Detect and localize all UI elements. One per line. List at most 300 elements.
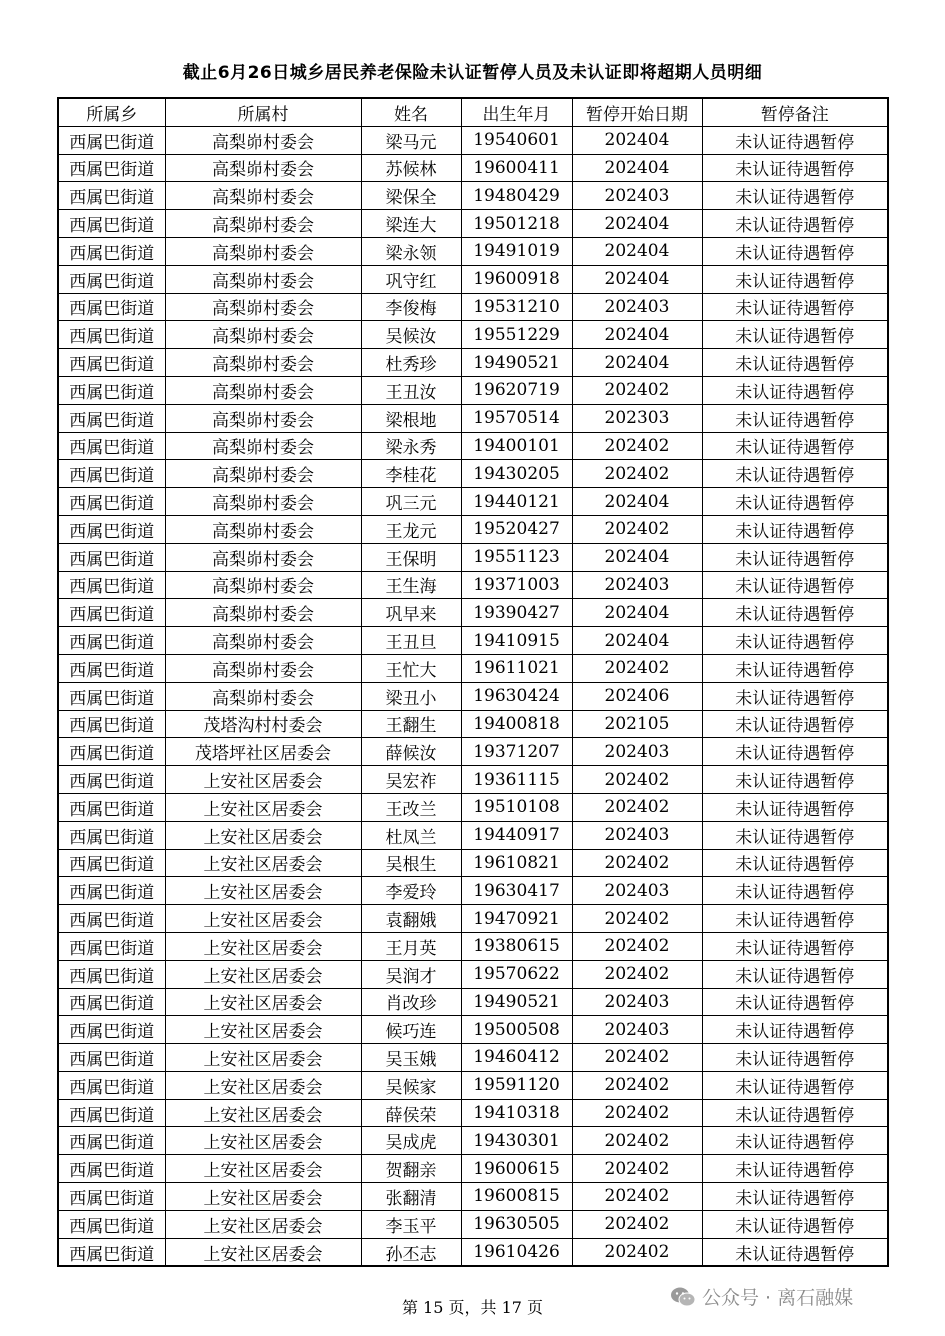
- cell-name: 巩三元: [361, 488, 461, 516]
- cell-township: 西属巴街道: [58, 1127, 165, 1155]
- cell-birth-date: 19600918: [461, 265, 572, 293]
- cell-suspend-note: 未认证待遇暂停: [702, 599, 888, 627]
- cell-village: 高梨峁村委会: [165, 265, 361, 293]
- cell-name: 梁根地: [361, 404, 461, 432]
- cell-name: 李爱玲: [361, 877, 461, 905]
- cell-suspend-start: 202402: [572, 793, 702, 821]
- cell-suspend-note: 未认证待遇暂停: [702, 237, 888, 265]
- cell-suspend-note: 未认证待遇暂停: [702, 1238, 888, 1266]
- cell-name: 巩早来: [361, 599, 461, 627]
- cell-birth-date: 19540601: [461, 126, 572, 154]
- cell-township: 西属巴街道: [58, 432, 165, 460]
- cell-suspend-note: 未认证待遇暂停: [702, 1071, 888, 1099]
- table-row: [58, 460, 888, 488]
- cell-suspend-note: 未认证待遇暂停: [702, 321, 888, 349]
- cell-birth-date: 19551123: [461, 543, 572, 571]
- table-row: [58, 905, 888, 933]
- cell-township: 西属巴街道: [58, 849, 165, 877]
- cell-suspend-note: 未认证待遇暂停: [702, 932, 888, 960]
- cell-suspend-start: 202402: [572, 1210, 702, 1238]
- cell-suspend-note: 未认证待遇暂停: [702, 460, 888, 488]
- cell-township: 西属巴街道: [58, 988, 165, 1016]
- cell-suspend-start: 202402: [572, 1238, 702, 1266]
- cell-suspend-start: 202402: [572, 1099, 702, 1127]
- cell-name: 王翻生: [361, 710, 461, 738]
- cell-suspend-note: 未认证待遇暂停: [702, 349, 888, 377]
- cell-suspend-start: 202403: [572, 821, 702, 849]
- cell-village: 高梨峁村委会: [165, 404, 361, 432]
- cell-suspend-note: 未认证待遇暂停: [702, 126, 888, 154]
- cell-suspend-start: 202402: [572, 960, 702, 988]
- cell-village: 上安社区居委会: [165, 793, 361, 821]
- cell-birth-date: 19490521: [461, 988, 572, 1016]
- cell-village: 上安社区居委会: [165, 1155, 361, 1183]
- table-row: [58, 1016, 888, 1044]
- cell-birth-date: 19380615: [461, 932, 572, 960]
- cell-suspend-start: 202402: [572, 376, 702, 404]
- cell-suspend-start: 202403: [572, 182, 702, 210]
- cell-village: 上安社区居委会: [165, 1099, 361, 1127]
- cell-suspend-start: 202404: [572, 488, 702, 516]
- cell-suspend-note: 未认证待遇暂停: [702, 1127, 888, 1155]
- cell-name: 梁马元: [361, 126, 461, 154]
- cell-birth-date: 19491019: [461, 237, 572, 265]
- cell-village: 高梨峁村委会: [165, 432, 361, 460]
- cell-birth-date: 19470921: [461, 905, 572, 933]
- table-row: [58, 932, 888, 960]
- cell-birth-date: 19630417: [461, 877, 572, 905]
- cell-name: 李俊梅: [361, 293, 461, 321]
- cell-birth-date: 19410318: [461, 1099, 572, 1127]
- cell-suspend-start: 202404: [572, 599, 702, 627]
- cell-birth-date: 19500508: [461, 1016, 572, 1044]
- header-birth-date: 出生年月: [461, 98, 572, 126]
- cell-village: 高梨峁村委会: [165, 571, 361, 599]
- cell-village: 上安社区居委会: [165, 905, 361, 933]
- table-row: [58, 488, 888, 516]
- cell-suspend-start: 202105: [572, 710, 702, 738]
- cell-suspend-note: 未认证待遇暂停: [702, 793, 888, 821]
- header-name: 姓名: [361, 98, 461, 126]
- table-row: [58, 321, 888, 349]
- cell-suspend-note: 未认证待遇暂停: [702, 654, 888, 682]
- cell-village: 上安社区居委会: [165, 766, 361, 794]
- cell-village: 上安社区居委会: [165, 1044, 361, 1072]
- table-row: [58, 627, 888, 655]
- cell-village: 上安社区居委会: [165, 1183, 361, 1211]
- cell-village: 高梨峁村委会: [165, 682, 361, 710]
- cell-suspend-start: 202403: [572, 571, 702, 599]
- cell-village: 上安社区居委会: [165, 988, 361, 1016]
- cell-suspend-start: 202404: [572, 543, 702, 571]
- cell-suspend-note: 未认证待遇暂停: [702, 710, 888, 738]
- cell-suspend-note: 未认证待遇暂停: [702, 293, 888, 321]
- cell-name: 李桂花: [361, 460, 461, 488]
- cell-suspend-note: 未认证待遇暂停: [702, 182, 888, 210]
- table-row: [58, 376, 888, 404]
- table-row: [58, 237, 888, 265]
- cell-township: 西属巴街道: [58, 654, 165, 682]
- cell-village: 高梨峁村委会: [165, 654, 361, 682]
- cell-suspend-start: 202402: [572, 1044, 702, 1072]
- cell-name: 薛侯荣: [361, 1099, 461, 1127]
- cell-suspend-note: 未认证待遇暂停: [702, 210, 888, 238]
- cell-township: 西属巴街道: [58, 1210, 165, 1238]
- cell-birth-date: 19510108: [461, 793, 572, 821]
- cell-birth-date: 19501218: [461, 210, 572, 238]
- cell-township: 西属巴街道: [58, 1044, 165, 1072]
- table-row: [58, 1044, 888, 1072]
- table-row: [58, 154, 888, 182]
- table-row: [58, 1099, 888, 1127]
- cell-township: 西属巴街道: [58, 821, 165, 849]
- cell-village: 高梨峁村委会: [165, 376, 361, 404]
- cell-village: 上安社区居委会: [165, 1016, 361, 1044]
- cell-suspend-note: 未认证待遇暂停: [702, 849, 888, 877]
- cell-suspend-start: 202404: [572, 210, 702, 238]
- cell-suspend-start: 202403: [572, 1016, 702, 1044]
- cell-suspend-note: 未认证待遇暂停: [702, 571, 888, 599]
- cell-village: 上安社区居委会: [165, 1071, 361, 1099]
- cell-suspend-start: 202406: [572, 682, 702, 710]
- cell-township: 西属巴街道: [58, 905, 165, 933]
- cell-name: 梁永领: [361, 237, 461, 265]
- table-row: [58, 960, 888, 988]
- cell-township: 西属巴街道: [58, 1183, 165, 1211]
- data-table: [57, 97, 889, 1267]
- cell-village: 高梨峁村委会: [165, 543, 361, 571]
- cell-name: 李玉平: [361, 1210, 461, 1238]
- cell-suspend-note: 未认证待遇暂停: [702, 766, 888, 794]
- cell-township: 西属巴街道: [58, 265, 165, 293]
- cell-suspend-note: 未认证待遇暂停: [702, 905, 888, 933]
- cell-suspend-start: 202402: [572, 1155, 702, 1183]
- cell-township: 西属巴街道: [58, 627, 165, 655]
- cell-name: 苏候林: [361, 154, 461, 182]
- cell-township: 西属巴街道: [58, 404, 165, 432]
- cell-suspend-start: 202303: [572, 404, 702, 432]
- table-row: [58, 1238, 888, 1266]
- cell-suspend-note: 未认证待遇暂停: [702, 1155, 888, 1183]
- cell-suspend-start: 202404: [572, 321, 702, 349]
- table-row: [58, 543, 888, 571]
- table-row: [58, 1183, 888, 1211]
- table-row: [58, 126, 888, 154]
- cell-suspend-start: 202404: [572, 349, 702, 377]
- cell-village: 茂塔坪社区居委会: [165, 738, 361, 766]
- table-row: [58, 404, 888, 432]
- table-row: [58, 515, 888, 543]
- cell-birth-date: 19440917: [461, 821, 572, 849]
- table-row: [58, 210, 888, 238]
- cell-township: 西属巴街道: [58, 877, 165, 905]
- cell-township: 西属巴街道: [58, 543, 165, 571]
- cell-name: 吴宏祚: [361, 766, 461, 794]
- cell-suspend-note: 未认证待遇暂停: [702, 1210, 888, 1238]
- cell-township: 西属巴街道: [58, 376, 165, 404]
- cell-birth-date: 19361115: [461, 766, 572, 794]
- cell-birth-date: 19600615: [461, 1155, 572, 1183]
- header-village: 所属村: [165, 98, 361, 126]
- cell-suspend-note: 未认证待遇暂停: [702, 682, 888, 710]
- cell-village: 上安社区居委会: [165, 877, 361, 905]
- cell-township: 西属巴街道: [58, 599, 165, 627]
- table-row: [58, 1210, 888, 1238]
- cell-township: 西属巴街道: [58, 237, 165, 265]
- cell-village: 上安社区居委会: [165, 1210, 361, 1238]
- wechat-icon: [670, 1286, 696, 1308]
- table-row: [58, 738, 888, 766]
- cell-village: 高梨峁村委会: [165, 460, 361, 488]
- cell-village: 上安社区居委会: [165, 932, 361, 960]
- cell-name: 张翻清: [361, 1183, 461, 1211]
- table-row: [58, 849, 888, 877]
- cell-name: 吴候汝: [361, 321, 461, 349]
- cell-village: 高梨峁村委会: [165, 321, 361, 349]
- cell-name: 梁丑小: [361, 682, 461, 710]
- cell-birth-date: 19440121: [461, 488, 572, 516]
- cell-suspend-start: 202402: [572, 932, 702, 960]
- cell-suspend-note: 未认证待遇暂停: [702, 543, 888, 571]
- cell-suspend-start: 202403: [572, 738, 702, 766]
- watermark-text: 公众号 · 离石融媒: [702, 1287, 854, 1309]
- header-suspend-start: 暂停开始日期: [572, 98, 702, 126]
- cell-suspend-note: 未认证待遇暂停: [702, 821, 888, 849]
- cell-name: 杜凤兰: [361, 821, 461, 849]
- cell-suspend-note: 未认证待遇暂停: [702, 404, 888, 432]
- cell-suspend-start: 202402: [572, 460, 702, 488]
- cell-birth-date: 19480429: [461, 182, 572, 210]
- table-row: [58, 821, 888, 849]
- cell-suspend-start: 202403: [572, 293, 702, 321]
- cell-township: 西属巴街道: [58, 571, 165, 599]
- cell-suspend-note: 未认证待遇暂停: [702, 627, 888, 655]
- cell-name: 吴润才: [361, 960, 461, 988]
- cell-birth-date: 19430301: [461, 1127, 572, 1155]
- cell-village: 茂塔沟村村委会: [165, 710, 361, 738]
- table-row: [58, 599, 888, 627]
- cell-suspend-note: 未认证待遇暂停: [702, 960, 888, 988]
- cell-township: 西属巴街道: [58, 766, 165, 794]
- cell-name: 王忙大: [361, 654, 461, 682]
- cell-village: 高梨峁村委会: [165, 627, 361, 655]
- table-row: [58, 571, 888, 599]
- cell-name: 梁保全: [361, 182, 461, 210]
- table-row: [58, 1127, 888, 1155]
- cell-birth-date: 19610426: [461, 1238, 572, 1266]
- cell-township: 西属巴街道: [58, 1238, 165, 1266]
- cell-village: 高梨峁村委会: [165, 126, 361, 154]
- cell-township: 西属巴街道: [58, 126, 165, 154]
- cell-birth-date: 19371207: [461, 738, 572, 766]
- cell-suspend-start: 202402: [572, 1183, 702, 1211]
- cell-village: 高梨峁村委会: [165, 293, 361, 321]
- cell-village: 高梨峁村委会: [165, 349, 361, 377]
- cell-birth-date: 19600411: [461, 154, 572, 182]
- cell-suspend-note: 未认证待遇暂停: [702, 738, 888, 766]
- cell-birth-date: 19630424: [461, 682, 572, 710]
- page-title: 截止6月26日城乡居民养老保险未认证暂停人员及未认证即将超期人员明细: [182, 63, 763, 83]
- cell-village: 上安社区居委会: [165, 960, 361, 988]
- cell-township: 西属巴街道: [58, 1071, 165, 1099]
- cell-suspend-note: 未认证待遇暂停: [702, 154, 888, 182]
- cell-suspend-note: 未认证待遇暂停: [702, 877, 888, 905]
- cell-birth-date: 19620719: [461, 376, 572, 404]
- cell-birth-date: 19600815: [461, 1183, 572, 1211]
- cell-birth-date: 19460412: [461, 1044, 572, 1072]
- cell-suspend-note: 未认证待遇暂停: [702, 432, 888, 460]
- cell-birth-date: 19410915: [461, 627, 572, 655]
- header-township: 所属乡: [58, 98, 165, 126]
- cell-suspend-start: 202402: [572, 766, 702, 794]
- cell-name: 孙丕志: [361, 1238, 461, 1266]
- cell-suspend-note: 未认证待遇暂停: [702, 1044, 888, 1072]
- cell-suspend-note: 未认证待遇暂停: [702, 1016, 888, 1044]
- cell-township: 西属巴街道: [58, 1099, 165, 1127]
- cell-township: 西属巴街道: [58, 682, 165, 710]
- cell-suspend-start: 202403: [572, 988, 702, 1016]
- table-row: [58, 766, 888, 794]
- cell-birth-date: 19570622: [461, 960, 572, 988]
- cell-township: 西属巴街道: [58, 154, 165, 182]
- cell-suspend-note: 未认证待遇暂停: [702, 988, 888, 1016]
- cell-suspend-start: 202402: [572, 654, 702, 682]
- cell-name: 梁连大: [361, 210, 461, 238]
- cell-name: 王月英: [361, 932, 461, 960]
- cell-township: 西属巴街道: [58, 321, 165, 349]
- cell-village: 高梨峁村委会: [165, 488, 361, 516]
- table-header-row: [58, 98, 888, 126]
- table-row: [58, 793, 888, 821]
- table-row: [58, 265, 888, 293]
- cell-birth-date: 19531210: [461, 293, 572, 321]
- cell-birth-date: 19490521: [461, 349, 572, 377]
- cell-birth-date: 19551229: [461, 321, 572, 349]
- cell-suspend-start: 202404: [572, 154, 702, 182]
- cell-name: 王保明: [361, 543, 461, 571]
- table-row: [58, 349, 888, 377]
- table-row: [58, 710, 888, 738]
- cell-suspend-start: 202402: [572, 1127, 702, 1155]
- table-row: [58, 182, 888, 210]
- cell-birth-date: 19570514: [461, 404, 572, 432]
- cell-name: 薛候汝: [361, 738, 461, 766]
- cell-suspend-start: 202404: [572, 265, 702, 293]
- cell-name: 梁永秀: [361, 432, 461, 460]
- cell-birth-date: 19591120: [461, 1071, 572, 1099]
- cell-name: 王改兰: [361, 793, 461, 821]
- cell-suspend-start: 202402: [572, 432, 702, 460]
- cell-township: 西属巴街道: [58, 710, 165, 738]
- header-suspend-note: 暂停备注: [702, 98, 888, 126]
- cell-suspend-start: 202404: [572, 627, 702, 655]
- cell-village: 上安社区居委会: [165, 1238, 361, 1266]
- cell-township: 西属巴街道: [58, 349, 165, 377]
- cell-birth-date: 19400818: [461, 710, 572, 738]
- cell-township: 西属巴街道: [58, 793, 165, 821]
- cell-birth-date: 19611021: [461, 654, 572, 682]
- cell-birth-date: 19371003: [461, 571, 572, 599]
- cell-township: 西属巴街道: [58, 738, 165, 766]
- cell-name: 肖改珍: [361, 988, 461, 1016]
- cell-township: 西属巴街道: [58, 210, 165, 238]
- cell-name: 王丑旦: [361, 627, 461, 655]
- cell-birth-date: 19520427: [461, 515, 572, 543]
- cell-birth-date: 19630505: [461, 1210, 572, 1238]
- cell-suspend-note: 未认证待遇暂停: [702, 488, 888, 516]
- cell-suspend-start: 202402: [572, 515, 702, 543]
- cell-name: 吴成虎: [361, 1127, 461, 1155]
- cell-suspend-start: 202402: [572, 905, 702, 933]
- table-row: [58, 988, 888, 1016]
- cell-suspend-start: 202404: [572, 126, 702, 154]
- cell-suspend-note: 未认证待遇暂停: [702, 376, 888, 404]
- cell-village: 上安社区居委会: [165, 821, 361, 849]
- cell-name: 吴玉娥: [361, 1044, 461, 1072]
- cell-suspend-start: 202402: [572, 849, 702, 877]
- cell-village: 高梨峁村委会: [165, 237, 361, 265]
- cell-village: 高梨峁村委会: [165, 515, 361, 543]
- cell-name: 杜秀珍: [361, 349, 461, 377]
- cell-suspend-start: 202403: [572, 877, 702, 905]
- table-row: [58, 654, 888, 682]
- cell-suspend-start: 202404: [572, 237, 702, 265]
- cell-birth-date: 19400101: [461, 432, 572, 460]
- cell-township: 西属巴街道: [58, 460, 165, 488]
- table-body: [58, 126, 888, 1266]
- cell-township: 西属巴街道: [58, 1016, 165, 1044]
- cell-birth-date: 19610821: [461, 849, 572, 877]
- cell-township: 西属巴街道: [58, 488, 165, 516]
- cell-name: 候巧连: [361, 1016, 461, 1044]
- cell-township: 西属巴街道: [58, 932, 165, 960]
- cell-township: 西属巴街道: [58, 515, 165, 543]
- cell-suspend-note: 未认证待遇暂停: [702, 1099, 888, 1127]
- table-row: [58, 1071, 888, 1099]
- cell-village: 高梨峁村委会: [165, 210, 361, 238]
- cell-suspend-note: 未认证待遇暂停: [702, 265, 888, 293]
- table-row: [58, 293, 888, 321]
- cell-village: 高梨峁村委会: [165, 154, 361, 182]
- watermark: [670, 1283, 853, 1310]
- cell-township: 西属巴街道: [58, 1155, 165, 1183]
- cell-name: 吴根生: [361, 849, 461, 877]
- cell-name: 王丑汝: [361, 376, 461, 404]
- cell-birth-date: 19390427: [461, 599, 572, 627]
- cell-village: 高梨峁村委会: [165, 182, 361, 210]
- cell-township: 西属巴街道: [58, 293, 165, 321]
- table-row: [58, 877, 888, 905]
- cell-suspend-start: 202402: [572, 1071, 702, 1099]
- cell-township: 西属巴街道: [58, 960, 165, 988]
- page-number: 第 15 页，共 17 页: [401, 1298, 544, 1317]
- cell-suspend-note: 未认证待遇暂停: [702, 1183, 888, 1211]
- cell-township: 西属巴街道: [58, 182, 165, 210]
- cell-name: 王龙元: [361, 515, 461, 543]
- cell-name: 王生海: [361, 571, 461, 599]
- cell-village: 上安社区居委会: [165, 849, 361, 877]
- cell-name: 袁翻娥: [361, 905, 461, 933]
- table-row: [58, 1155, 888, 1183]
- cell-name: 巩守红: [361, 265, 461, 293]
- cell-village: 上安社区居委会: [165, 1127, 361, 1155]
- cell-village: 高梨峁村委会: [165, 599, 361, 627]
- table-row: [58, 432, 888, 460]
- cell-suspend-note: 未认证待遇暂停: [702, 515, 888, 543]
- cell-name: 吴候家: [361, 1071, 461, 1099]
- cell-birth-date: 19430205: [461, 460, 572, 488]
- table-row: [58, 682, 888, 710]
